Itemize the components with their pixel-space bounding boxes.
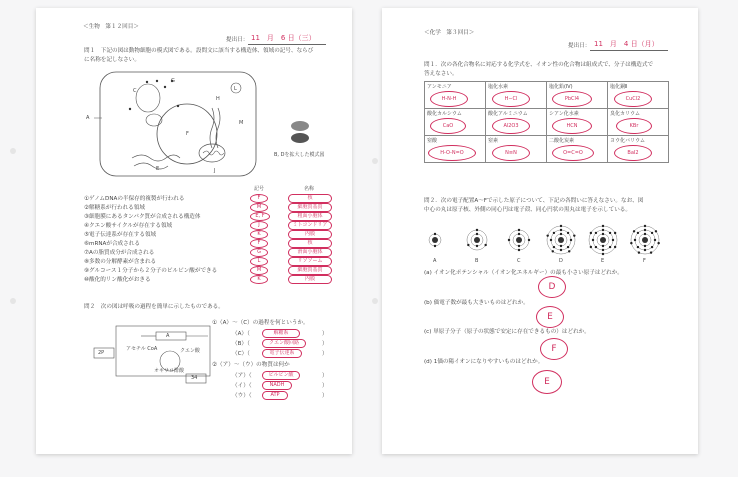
date-handwritten: 11 月 6 日（三）	[251, 34, 316, 42]
formula-answer: N≡N	[492, 145, 530, 161]
sub-question-c: (c) 単原子分子（原子の状態で安定に存在できるもの）はどれか。	[424, 329, 590, 335]
col-symbol-header: 記号	[254, 186, 265, 192]
diagram-label: クエン酸	[180, 348, 200, 354]
formula-answer: KBr	[616, 118, 652, 134]
sub-question-1: ①（A）～（C）の過程を何というか。	[212, 320, 309, 326]
sub-2-item-a: （ア）（	[232, 373, 252, 379]
close-paren: ）	[322, 341, 328, 347]
formula-answer: CaO	[430, 118, 466, 134]
label-F: F	[186, 131, 189, 137]
diagram-label: アセチル CoA	[126, 346, 158, 352]
label-J: J	[214, 168, 216, 174]
atom-label-E: E	[601, 258, 605, 264]
statement-3: ③細胞膜にあるタンパク質が合成される構造体	[84, 214, 201, 220]
atom-model	[429, 233, 441, 247]
answer-sub-2-u: ATP	[262, 391, 288, 400]
answer-name-8: リソソーム	[288, 257, 332, 266]
compound-cell: 塩化鉛(Ⅳ)	[546, 81, 608, 109]
figure-caption: B, Dを拡大した模式図	[274, 152, 325, 158]
label-C: C	[133, 88, 137, 94]
answer-sub-1-B: クエン酸回路	[262, 339, 306, 348]
binder-hole	[372, 298, 378, 304]
statement-6: ⑥mRNAが合成される	[84, 241, 140, 247]
atom-model	[546, 225, 575, 254]
respiration-diagram	[36, 8, 352, 454]
question-1-text-cont: 答えなさい。	[424, 71, 458, 77]
answer-symbol-9: M	[250, 266, 268, 275]
diagram-label: 2P	[98, 350, 105, 356]
binder-hole	[372, 158, 378, 164]
question-2-text: 問２．次の電子配置A～Fで示した原子について、下記の各問いに答えなさい。なお、図	[424, 198, 644, 204]
atom-model	[630, 225, 660, 254]
sub-question-d: (d) 1価の陽イオンになりやすいものはどれか。	[424, 359, 544, 365]
answer-sub-2-a: ピルビン酸	[262, 371, 300, 380]
compound-cell: 臭化カリウム	[607, 108, 669, 136]
statement-8: ⑧多数の分解酵素が含まれる	[84, 259, 157, 265]
answer-symbol-3: E, F	[250, 212, 270, 221]
atom-label-C: C	[517, 258, 521, 264]
compound-cell: シアン化水素	[546, 108, 608, 136]
compound-cell: 窒素	[485, 135, 547, 163]
question-1-text: 問１．次の各化合物名に対応する化学式を、イオン性の化合物は組成式で、分子は構造式で	[424, 62, 654, 68]
answer-name-7: 滑面小胞体	[288, 248, 332, 257]
diagram-label: オキサロ酢酸	[154, 368, 185, 374]
formula-answer: HCN	[552, 118, 592, 134]
binder-hole	[10, 148, 16, 154]
question-2-text: 問２ 次の図は呼吸の過程を簡単に示したものである。	[84, 304, 224, 310]
atom-label-D: D	[559, 258, 563, 264]
answer-name-3: 粗面小胞体	[288, 212, 332, 221]
statement-5: ⑤電子伝達系が存在する領域	[84, 232, 157, 238]
label-L: L	[234, 86, 237, 92]
label-M: M	[239, 120, 244, 126]
sub-1-item-C: （C）（	[232, 351, 250, 357]
answer-name-5: 内膜	[288, 230, 332, 239]
compound-cell: 酸化アルミニウム	[485, 108, 547, 136]
question-1-text-cont: に名称を記しなさい。	[84, 57, 140, 63]
answer-sub-1-A: 解糖系	[262, 329, 300, 338]
answer-name-4: ミトコンドリア	[288, 221, 332, 230]
diagram-label: 34	[191, 375, 198, 381]
sub-2-item-u: （ウ）（	[232, 393, 252, 399]
question-1-text: 問１ 下記の図は動物細胞の模式図である。設問文に該当する構造体、領域の記号、ならび	[84, 48, 314, 54]
formula-answer: BaI2	[614, 145, 652, 161]
atom-model	[589, 225, 617, 255]
answer-name-10: 内膜	[288, 275, 332, 284]
formula-answer: H-O-N=O	[428, 145, 476, 161]
atom-label-F: F	[643, 258, 646, 264]
answer-name-9: 細胞質基質	[288, 266, 332, 275]
date-label: 提出日：	[568, 43, 591, 49]
formula-answer: O=C=O	[552, 145, 594, 161]
answer-symbol-2: M	[250, 203, 268, 212]
statement-10: ⑩酸化的リン酸化がおきる	[84, 277, 151, 283]
atom-label-B: B	[475, 258, 479, 264]
close-paren: ）	[322, 393, 328, 399]
sub-2-item-i: （イ）（	[232, 383, 252, 389]
answer-b: E	[536, 306, 564, 328]
compound-cell: ヨウ化バリウム	[607, 135, 669, 163]
answer-c: F	[540, 338, 568, 360]
close-paren: ）	[322, 373, 328, 379]
formula-answer: H−Cl	[492, 91, 530, 107]
statement-1: ①ゲノムDNAの半保存的複製が行われる	[84, 196, 185, 202]
label-H: H	[216, 96, 220, 102]
sheet-header: ＜化学 第３回目＞	[424, 30, 475, 36]
sub-question-b: (b) 価電子数が最も大きいものはどれか。	[424, 300, 529, 306]
formula-answer: Al2O3	[492, 118, 530, 134]
binder-hole	[10, 298, 16, 304]
answer-d: E	[532, 370, 562, 394]
statement-2: ②解糖系が行われる領域	[84, 205, 145, 211]
close-paren: ）	[322, 383, 328, 389]
chemistry-worksheet	[382, 8, 698, 454]
statement-7: ⑦Aの脂質成分が合成される	[84, 250, 155, 256]
question-2-text-cont: 中心の丸は原子核、外側の同心円は電子殻、同心円状の黒丸は電子を示している。	[424, 207, 631, 213]
answer-symbol-1: F	[250, 194, 268, 203]
diagram-label: A	[166, 333, 170, 339]
label-G: G	[171, 78, 175, 84]
sub-1-item-A: （A）（	[232, 331, 250, 337]
col-name-header: 名称	[304, 186, 315, 192]
answer-name-1: 核	[288, 194, 332, 203]
compound-cell: アンモニア	[424, 81, 486, 109]
atom-model	[508, 229, 530, 251]
answer-a: D	[538, 276, 566, 298]
sub-question-2: ②（ア）～（ウ）の物質は何か	[212, 362, 290, 368]
formula-answer: H-N-H	[430, 91, 468, 107]
compound-cell: 塩化水素	[485, 81, 547, 109]
answer-symbol-8: L	[250, 257, 268, 266]
sub-question-a: (a) イオン化ポテンシャル（イオン化エネルギー）の最も小さい原子はどれか。	[424, 270, 623, 276]
label-E: E	[156, 166, 160, 172]
answer-symbol-6: F	[250, 239, 268, 248]
atom-label-A: A	[433, 258, 437, 264]
answer-symbol-10: K	[250, 275, 268, 284]
answer-symbol-5: K	[250, 230, 268, 239]
biology-worksheet	[36, 8, 352, 454]
formula-answer: PbCl4	[552, 91, 592, 107]
compound-cell: 二酸化炭素	[546, 135, 608, 163]
date-handwritten: 11 月 4 日（月）	[594, 40, 659, 48]
answer-sub-1-C: 電子伝達系	[262, 349, 302, 358]
close-paren: ）	[322, 351, 328, 357]
statement-9: ⑨グルコース１分子から２分子のピルビン酸ができる	[84, 268, 218, 274]
answer-name-2: 細胞質基質	[288, 203, 332, 212]
close-paren: ）	[322, 331, 328, 337]
atom-model	[467, 229, 487, 250]
answer-sub-2-i: NADH	[262, 381, 292, 390]
formula-answer: CuCl2	[614, 91, 652, 107]
answer-symbol-4: J	[250, 221, 268, 230]
answer-name-6: 核	[288, 239, 332, 248]
date-label: 提出日：	[226, 37, 249, 43]
statement-4: ④クエン酸サイクルが存在する領域	[84, 223, 173, 229]
answer-symbol-7: G	[250, 248, 268, 257]
label-A: A	[86, 115, 90, 121]
compound-cell: 窒酸	[424, 135, 486, 163]
compound-cell: 塩化銅Ⅱ	[607, 81, 669, 109]
compound-cell: 酸化カルシウム	[424, 108, 486, 136]
sheet-header: ＜生物 第１２回目＞	[83, 24, 139, 30]
sub-1-item-B: （B）（	[232, 341, 250, 347]
